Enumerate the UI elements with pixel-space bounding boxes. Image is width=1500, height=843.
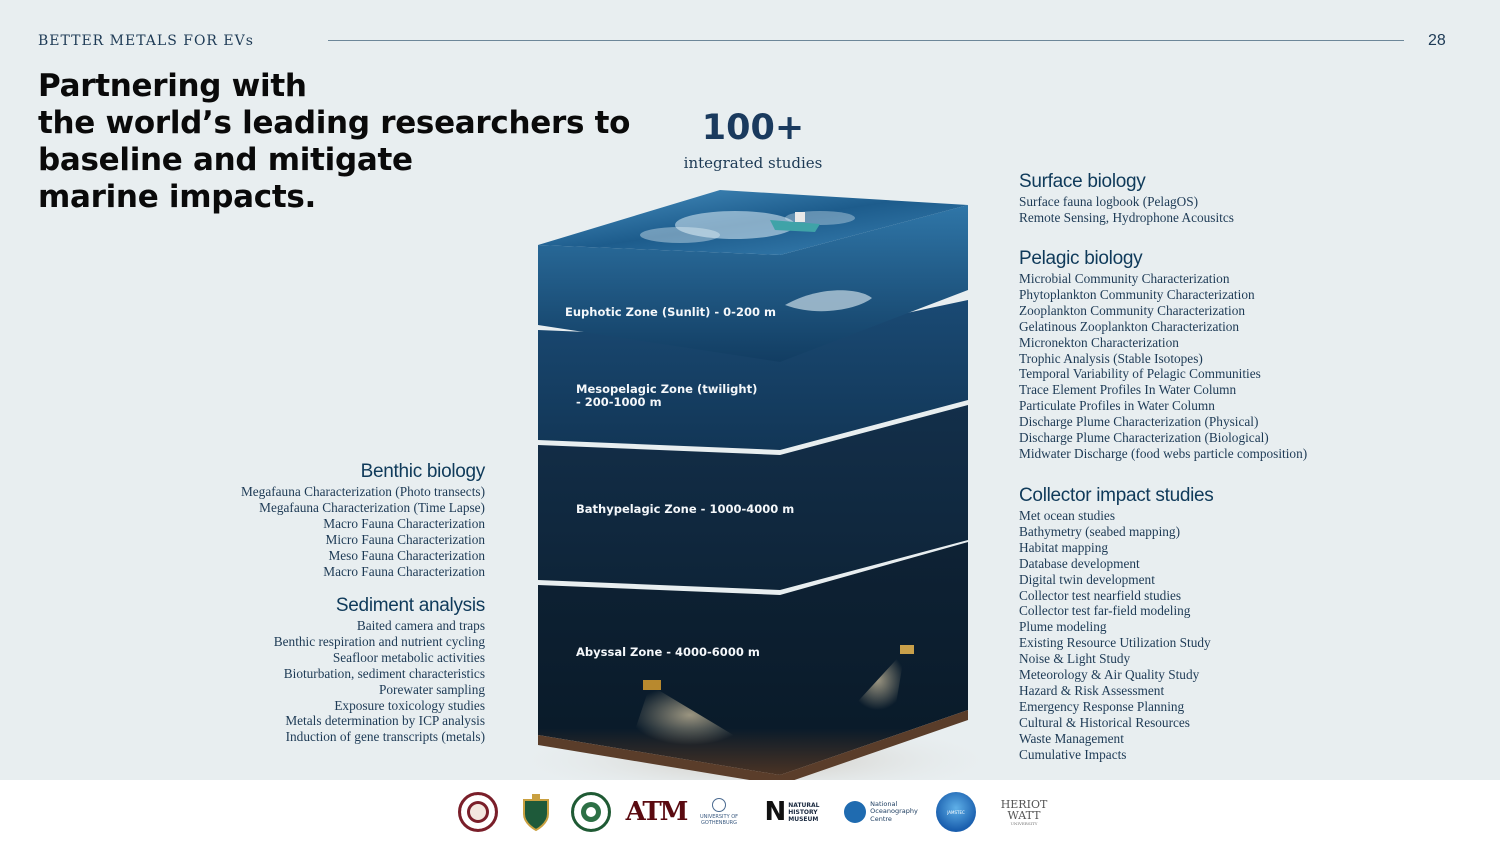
- list-item: Megafauna Characterization (Time Lapse): [259, 499, 485, 515]
- list-item: Porewater sampling: [379, 681, 485, 697]
- ocean-block-graphic: [520, 190, 990, 790]
- seal-icon: [458, 792, 498, 832]
- logo-text-line: WATT: [1007, 808, 1041, 822]
- list-item: Micro Fauna Characterization: [325, 531, 485, 547]
- crest-icon: [520, 792, 552, 832]
- list-item: Cumulative Impacts: [1019, 746, 1127, 762]
- list-item: Cultural & Historical Resources: [1019, 714, 1190, 730]
- header-title: BETTER METALS FOR EVs: [38, 33, 254, 49]
- section-title: Pelagic biology: [1019, 248, 1143, 269]
- section-title: Benthic biology: [360, 461, 485, 482]
- list-item: Meso Fauna Characterization: [328, 547, 485, 563]
- list-item: Collector test far-field modeling: [1019, 603, 1191, 619]
- hawaii-university-seal-logo: [570, 792, 612, 832]
- seal-icon: [571, 792, 611, 832]
- list-item: Seafloor metabolic activities: [332, 649, 485, 665]
- list-item: Remote Sensing, Hydrophone Acousitcs: [1019, 209, 1234, 225]
- list-item: Surface fauna logbook (PelagOS): [1019, 194, 1199, 209]
- logo-text-line: GOTHENBURG: [701, 820, 737, 826]
- pelagic-biology-section: [1019, 248, 1307, 462]
- zone-label-mesopelagic-line: - 200-1000 m: [576, 395, 662, 409]
- list-item: Bathymetry (seabed mapping): [1019, 523, 1180, 539]
- page-number: 28: [1428, 32, 1446, 49]
- list-item: Micronekton Characterization: [1019, 334, 1179, 350]
- list-item: Discharge Plume Characterization (Biological): [1019, 430, 1269, 446]
- list-item: Macro Fauna Characterization: [323, 563, 485, 579]
- surface-biology-section: [1019, 171, 1234, 226]
- benthic-biology-section: [241, 461, 485, 579]
- sediment-analysis-section: [274, 595, 485, 745]
- list-item: Microbial Community Characterization: [1019, 271, 1230, 286]
- list-item: Collector test nearfield studies: [1019, 587, 1182, 603]
- list-item: Hazard & Risk Assessment: [1019, 682, 1165, 698]
- list-item: Particulate Profiles in Water Column: [1019, 398, 1215, 414]
- logo-text-line: UNIVERSITY: [1010, 820, 1038, 826]
- gothenburg-emblem-icon: [712, 798, 726, 812]
- section-title: Sediment analysis: [335, 595, 485, 616]
- list-item: Baited camera and traps: [356, 618, 485, 633]
- list-item: Midwater Discharge (food webs particle composition): [1019, 445, 1308, 461]
- zone-label-bathypelagic: Bathypelagic Zone - 1000-4000 m: [576, 502, 795, 516]
- section-title: Surface biology: [1019, 171, 1146, 192]
- list-item: Digital twin development: [1019, 571, 1155, 587]
- list-item: Emergency Response Planning: [1019, 698, 1185, 714]
- zone-label-euphotic: Euphotic Zone (Sunlit) - 0-200 m: [565, 305, 776, 319]
- list-item: Existing Resource Utilization Study: [1019, 635, 1211, 651]
- gothenburg-logo: [695, 792, 743, 832]
- zone-label-mesopelagic-line: Mesopelagic Zone (twilight): [576, 382, 758, 396]
- logo-text-line: UNIVERSITY OF: [699, 814, 739, 820]
- zone-label-mesopelagic: [576, 383, 757, 409]
- heriot-watt-logo: [996, 792, 1052, 832]
- list-item: Trophic Analysis (Stable Isotopes): [1019, 350, 1203, 366]
- list-item: Plume modeling: [1019, 619, 1107, 635]
- studies-count-label: integrated studies: [683, 154, 823, 172]
- section-title: Collector impact studies: [1019, 485, 1214, 506]
- list-item: Megafauna Characterization (Photo transects): [240, 484, 485, 499]
- texas-am-logo: [625, 792, 687, 832]
- list-item: Met ocean studies: [1019, 508, 1116, 523]
- list-item: Bioturbation, sediment characteristics: [283, 665, 485, 681]
- logo-text-line: National: [870, 799, 898, 808]
- list-item: Waste Management: [1019, 730, 1124, 746]
- list-item: Discharge Plume Characterization (Physical): [1019, 414, 1259, 430]
- university-seal-logo: [457, 792, 499, 832]
- list-item: Noise & Light Study: [1019, 651, 1131, 667]
- logo-text-line: Centre: [870, 814, 892, 823]
- nhm-n-icon: N: [764, 797, 787, 827]
- jamstec-wordmark: JAMSTEC: [947, 809, 965, 815]
- headline-line: the world’s leading researchers to: [38, 105, 631, 141]
- logo-text-line: MUSEUM: [788, 815, 819, 823]
- texas-am-wordmark: ATM: [625, 797, 687, 827]
- list-item: Induction of gene transcripts (metals): [285, 729, 485, 745]
- list-item: Metals determination by ICP analysis: [285, 713, 485, 729]
- logo-text-line: Oceanography: [870, 807, 918, 816]
- list-item: Database development: [1019, 555, 1140, 571]
- logo-text-line: NATURAL: [788, 801, 820, 809]
- jamstec-emblem-icon: [936, 792, 976, 832]
- logo-text-line: HISTORY: [788, 808, 818, 816]
- list-item: Benthic respiration and nutrient cycling: [273, 633, 485, 649]
- partner-logos-bar: [0, 780, 1500, 843]
- list-item: Temporal Variability of Pelagic Communities: [1019, 366, 1261, 382]
- header-divider: [328, 40, 1404, 41]
- national-oceanography-centre-logo: [840, 792, 922, 832]
- jamstec-logo: [934, 792, 978, 832]
- list-item: Zooplankton Community Characterization: [1019, 302, 1245, 318]
- headline-line: baseline and mitigate: [38, 142, 413, 178]
- list-item: Habitat mapping: [1019, 539, 1108, 555]
- globe-icon: [844, 801, 866, 823]
- list-item: Macro Fauna Characterization: [323, 515, 485, 531]
- list-item: Exposure toxicology studies: [334, 697, 485, 713]
- headline-line: Partnering with: [38, 68, 307, 104]
- studies-count: 100+: [701, 108, 805, 148]
- collector-impact-section: [1019, 485, 1214, 763]
- logo-text-line: HERIOT: [1000, 797, 1048, 811]
- list-item: Gelatinous Zooplankton Characterization: [1019, 318, 1240, 334]
- university-crest-logo: [518, 792, 554, 832]
- headline-line: marine impacts.: [38, 179, 316, 215]
- natural-history-museum-logo: [762, 792, 822, 832]
- ocean-zones-illustration: [520, 190, 990, 790]
- list-item: Phytoplankton Community Characterization: [1019, 286, 1255, 302]
- list-item: Trace Element Profiles In Water Column: [1019, 382, 1237, 398]
- zone-label-abyssal: Abyssal Zone - 4000-6000 m: [576, 645, 760, 659]
- list-item: Meteorology & Air Quality Study: [1019, 667, 1200, 683]
